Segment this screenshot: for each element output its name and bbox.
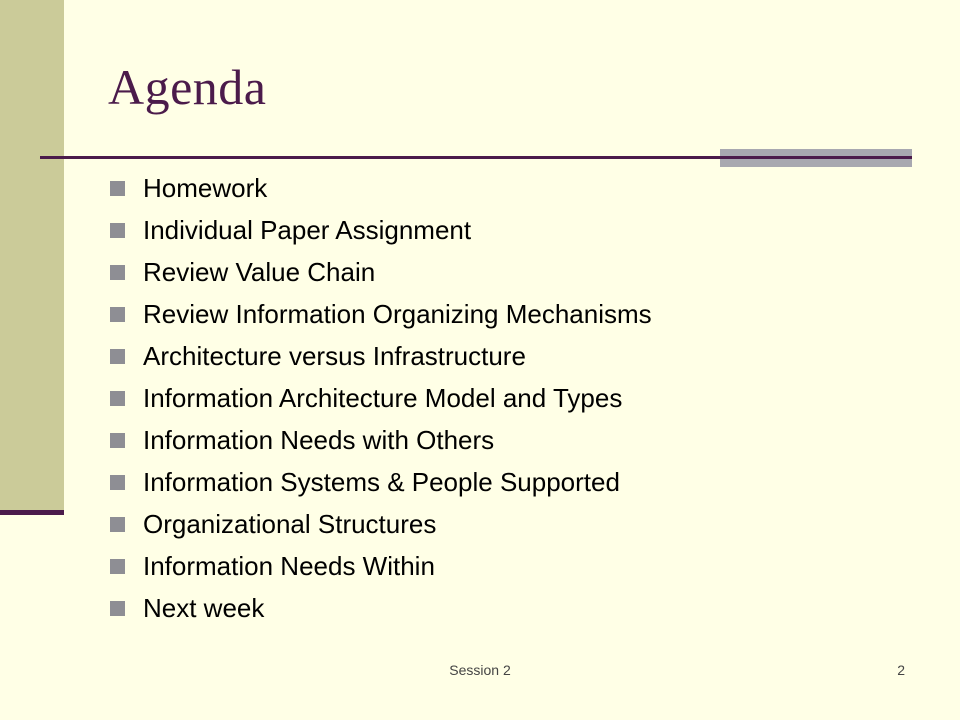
- agenda-item-value-chain: [110, 251, 652, 293]
- agenda-item-architecture-infrastructure: [110, 335, 652, 377]
- agenda-item-label: Next week: [143, 592, 265, 623]
- agenda-item-label: Architecture versus Infrastructure: [143, 340, 526, 371]
- slide-title: Agenda: [108, 59, 267, 115]
- agenda-item-label: Review Information Organizing Mechanisms: [143, 298, 652, 329]
- agenda-item-individual-paper: [110, 209, 652, 251]
- square-bullet-icon: [110, 601, 125, 616]
- agenda-item-needs-within: [110, 545, 652, 587]
- agenda-item-needs-others: [110, 419, 652, 461]
- agenda-item-label: Information Architecture Model and Types: [143, 382, 623, 413]
- square-bullet-icon: [110, 391, 125, 406]
- title-rule-accent-line: [720, 156, 912, 159]
- footer-session-label: Session 2: [449, 662, 511, 678]
- square-bullet-icon: [110, 517, 125, 532]
- left-decorative-bar: [0, 0, 64, 513]
- square-bullet-icon: [110, 223, 125, 238]
- square-bullet-icon: [110, 307, 125, 322]
- agenda-item-next-week: [110, 587, 652, 629]
- agenda-item-label: Organizational Structures: [143, 508, 437, 539]
- square-bullet-icon: [110, 475, 125, 490]
- left-bar-accent-line: [0, 510, 64, 515]
- agenda-item-label: Information Systems & People Supported: [143, 466, 620, 497]
- agenda-item-label: Individual Paper Assignment: [143, 214, 472, 245]
- square-bullet-icon: [110, 433, 125, 448]
- square-bullet-icon: [110, 559, 125, 574]
- agenda-item-label: Information Needs Within: [143, 550, 435, 581]
- agenda-item-label: Homework: [143, 172, 268, 203]
- agenda-item-label: Review Value Chain: [143, 256, 376, 287]
- agenda-list: [110, 167, 652, 629]
- square-bullet-icon: [110, 181, 125, 196]
- agenda-item-label: Information Needs with Others: [143, 424, 495, 455]
- agenda-item-systems-people: [110, 461, 652, 503]
- agenda-item-org-structures: [110, 503, 652, 545]
- footer-page-number: 2: [897, 662, 905, 678]
- square-bullet-icon: [110, 349, 125, 364]
- agenda-item-organizing-mechanisms: [110, 293, 652, 335]
- title-rule: [40, 156, 720, 159]
- square-bullet-icon: [110, 265, 125, 280]
- agenda-item-architecture-model: [110, 377, 652, 419]
- agenda-item-homework: [110, 167, 652, 209]
